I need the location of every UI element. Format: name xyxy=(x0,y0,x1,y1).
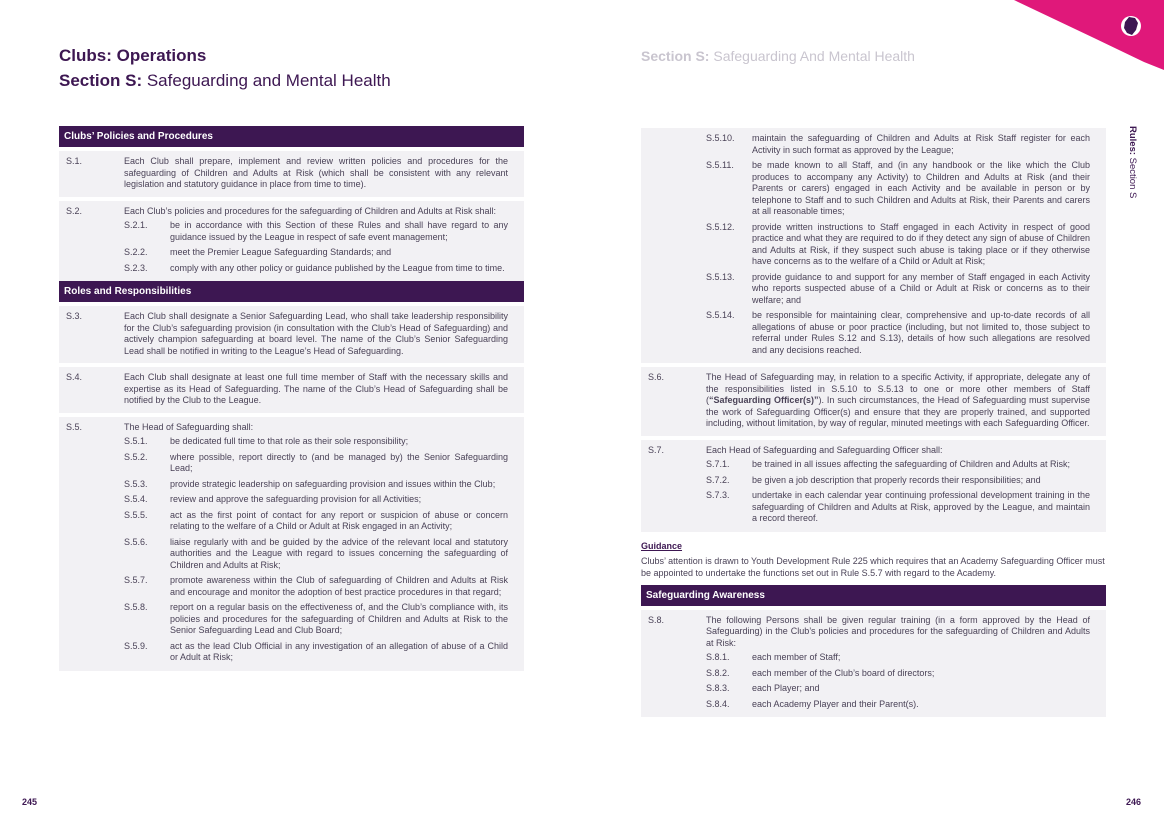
section-heading: Safeguarding Awareness xyxy=(641,585,1106,606)
sub-rule: S.7.2. be given a job description that properly records their responsibilities; and xyxy=(706,474,1041,485)
sub-rule: S.8.4. each Academy Player and their Parent(s). xyxy=(706,698,919,709)
rule: S.6. The Head of Safeguarding may, in relation to a specific Activity, if appropriate, delegate any of the responsibilities listed in S.5.10 to S.5.13 to one or more other members of Staff (“Safeguarding Officer(s)”). In such circumstances, the Head of Safeguarding must supervise the work of Safeguarding Officer(s) and ensure that they are properly trained, and supported including, without limitation, by way of regular, minuted meetings with each Safeguarding Officer. xyxy=(648,372,1090,428)
sub-rule: S.8.2. each member of the Club’s board of directors; xyxy=(706,667,935,678)
sub-rule: S.8.1. each member of Staff; xyxy=(706,652,841,662)
corner-accent xyxy=(994,0,1164,70)
section-title: Section S: Safeguarding and Mental Health xyxy=(59,71,391,90)
rule-block xyxy=(59,306,524,363)
rule: S.8. The following Persons shall be given regular training (in a form approved by the Head of Safeguarding) in the Club’s policies and procedures for the safeguarding of Children and Adults at Risk: xyxy=(648,614,1090,648)
right-column xyxy=(641,128,1106,717)
section-heading: Clubs’ Policies and Procedures xyxy=(59,126,524,147)
rule: S.7. Each Head of Safeguarding and Safeguarding Officer shall: xyxy=(648,444,943,455)
sub-rule: S.5.8. report on a regular basis on the effectiveness of, and the Club’s compliance with, its policies and procedures for the safeguarding of Children and Adults at Risk to the Senior Safeguarding Lead and Club Board; xyxy=(124,602,508,635)
rule-block xyxy=(59,367,524,413)
page-title: Clubs: Operations xyxy=(59,46,207,65)
sub-rule: S.5.4. review and approve the safeguarding provision for all Activities; xyxy=(124,494,422,504)
sub-rule: S.5.12. provide written instructions to Staff engaged in each Activity in respect of good practice and what they are required to do if they detect any sign of abuse of Children and Adults at Risk, if they suspect such abuse is taking place or if they otherwise have concerns as to the welfare of a Child or Adult at Risk; xyxy=(706,221,1090,266)
sub-rule: S.5.14. be responsible for maintaining clear, comprehensive and up-to-date records of all allegations of abuse or poor practice (including, but not limited to, those subject to referral under Rules S.12 and S.13), details of how such allegations are resolved and any decisions reached. xyxy=(706,310,1090,355)
sub-rule: S.2.1. be in accordance with this Section of these Rules and shall have regard to any guidance issued by the League in respect of safe event management; xyxy=(124,220,508,242)
rule-block xyxy=(59,201,524,282)
guidance-heading: Guidance xyxy=(641,540,683,551)
guidance-text: Clubs’ attention is drawn to Youth Development Rule 225 which requires that an Academy Safeguarding Officer must be appointed to undertake the functions set out in Rule S.5.7 with regard to the Academy. xyxy=(641,555,1105,578)
rule-block xyxy=(59,151,524,197)
sub-rule: S.5.1. be dedicated full time to that role as their sole responsibility; xyxy=(124,436,409,446)
sub-rule: S.5.5. act as the first point of contact for any report or suspicion of abuse or concern relating to the welfare of a Child or Adult at Risk engaged in an Activity; xyxy=(124,509,508,531)
rule: S.1. Each Club shall prepare, implement and review written policies and procedures for the safeguarding of Children and Adults at Risk (which shall be consistent with any relevant legislation and statutory guidance in place from time to time). xyxy=(66,156,508,189)
sub-rule: S.5.3. provide strategic leadership on safeguarding provision and issues within the Club; xyxy=(124,478,496,489)
running-header: Section S: Safeguarding And Mental Health xyxy=(641,48,915,64)
sub-rule: S.5.2. where possible, report directly to (and be managed by) the Senior Safeguarding Lead; xyxy=(124,451,508,473)
sub-rule: S.5.11. be made known to all Staff, and (in any handbook or the like which the Club produces to accompany any Activity) to Children and Adults at Risk (and their Parents or carers) engaged in each Activity and be available in person or by telephone to Staff and to such Children and Adults at Risk, their Parents and carers at all reasonable times; xyxy=(706,160,1090,216)
lion-icon xyxy=(1121,16,1141,36)
sub-rule: S.7.1. be trained in all issues affecting the safeguarding of Children and Adults at Risk; xyxy=(706,459,1071,469)
rule-block xyxy=(641,128,1106,363)
page-number-left: 245 xyxy=(22,797,38,807)
rule: S.4. Each Club shall designate at least one full time member of Staff with the necessary skills and expertise as its Head of Safeguarding. The name of the Club’s Head of Safeguarding shall be notified by the Club to the League. xyxy=(66,372,508,405)
left-column xyxy=(59,126,524,671)
sub-rule: S.5.13. provide guidance to and support for any member of Staff engaged in each Activity who reports suspected abuse of a Child or Adult at Risk or concerns as to their welfare; and xyxy=(706,271,1090,305)
rule: S.3. Each Club shall designate a Senior Safeguarding Lead, who shall take leadership responsibility for the Club’s safeguarding provision (in consultation with the Club’s Head of Safeguarding) and actively champion safeguarding at board level. The name of the Club’s Senior Safeguarding Lead shall be notified in writing to the League’s Head of Safeguarding. xyxy=(66,311,508,356)
page-number-right: 246 xyxy=(1126,797,1142,807)
sub-rule: S.5.9. act as the lead Club Official in any investigation of an allegation of abuse of a Child or Adult at Risk; xyxy=(124,640,508,662)
rule-block xyxy=(641,367,1106,436)
rule: S.2. Each Club’s policies and procedures for the safeguarding of Children and Adults at Risk shall: xyxy=(66,205,497,216)
section-heading: Roles and Responsibilities xyxy=(59,281,524,302)
sub-rule: S.5.10. maintain the safeguarding of Children and Adults at Risk Staff register for each Activity in such format as approved by the League; xyxy=(706,133,1090,155)
sub-rule: S.5.7. promote awareness within the Club of safeguarding of Children and Adults at Risk and encourage and monitor the adoption of best practice procedures in that regard; xyxy=(124,575,508,597)
sub-rule: S.5.6. liaise regularly with and be guided by the advice of the relevant local and statutory authorities and the League with regard to issues concerning the safeguarding of Children and Adults at Risk; xyxy=(124,536,508,570)
sub-rule: S.8.3. each Player; and xyxy=(706,683,820,693)
rule-block xyxy=(641,440,1106,532)
rule: S.5. The Head of Safeguarding shall: xyxy=(66,421,254,432)
side-label: Rules: Section S xyxy=(1127,126,1138,199)
sub-rule: S.2.3. comply with any other policy or guidance published by the League from time to time. xyxy=(124,262,505,273)
sub-rule: S.7.3. undertake in each calendar year continuing professional development training in the safeguarding of Children and Adults at Risk, approved by the League, and maintain a record thereof. xyxy=(706,490,1090,523)
rule-block xyxy=(641,610,1106,718)
rule-block xyxy=(59,417,524,671)
sub-rule: S.2.2. meet the Premier League Safeguarding Standards; and xyxy=(124,247,392,257)
